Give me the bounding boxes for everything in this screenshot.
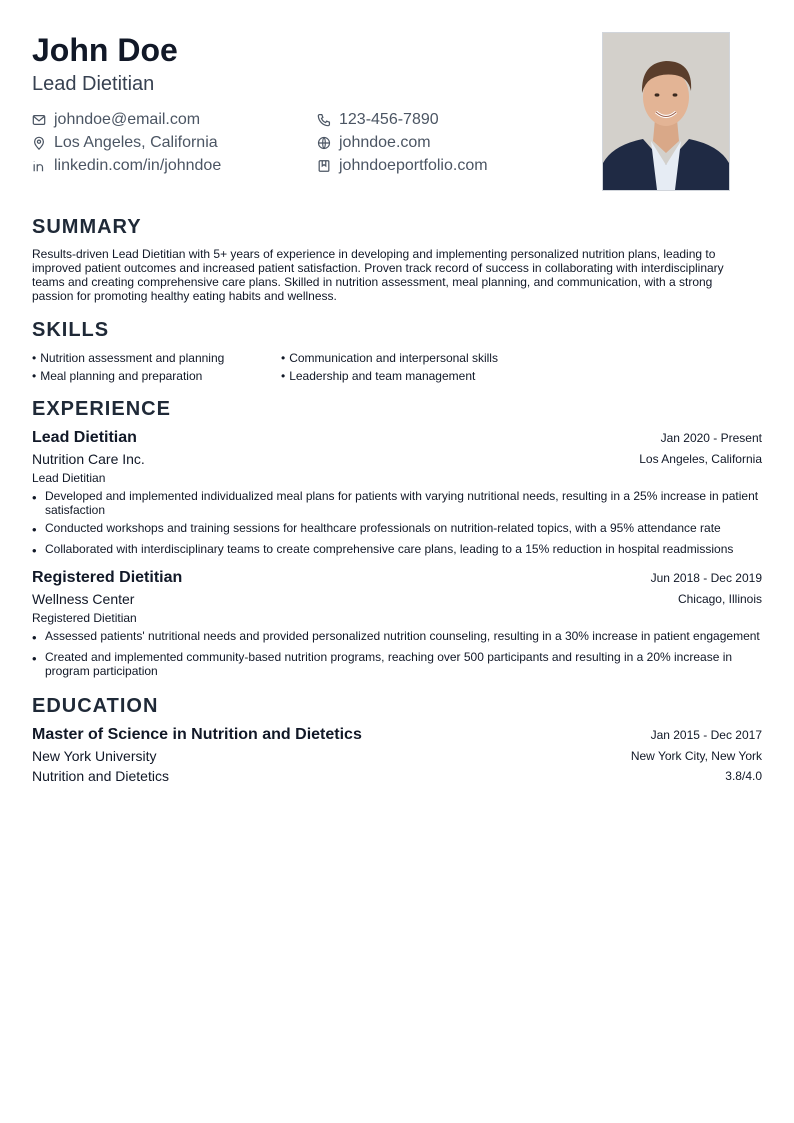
list-item bbox=[32, 650, 762, 678]
school-location: New York City, New York bbox=[630, 749, 762, 763]
skill-item bbox=[32, 367, 281, 385]
degree-title: Master of Science in Nutrition and Dietetics bbox=[32, 726, 362, 743]
job-title: Registered Dietitian bbox=[32, 569, 183, 586]
skill-item bbox=[281, 349, 532, 367]
map-pin-icon bbox=[32, 136, 46, 150]
contact-website[interactable] bbox=[317, 131, 572, 154]
skills-list bbox=[32, 349, 532, 385]
bullet-dot: • bbox=[32, 651, 37, 666]
education-heading: EDUCATION bbox=[32, 695, 159, 717]
job-role: Lead Dietitian bbox=[32, 471, 106, 485]
education-dates: Jan 2015 - Dec 2017 bbox=[650, 728, 762, 742]
summary-heading: SUMMARY bbox=[32, 216, 142, 238]
contact-list bbox=[32, 108, 572, 177]
candidate-name: John Doe bbox=[32, 32, 178, 68]
job-bullets bbox=[32, 489, 762, 563]
job-dates: Jan 2020 - Present bbox=[660, 431, 762, 445]
profile-photo bbox=[602, 32, 730, 191]
mail-icon bbox=[32, 113, 46, 127]
skill-label: Meal planning and preparation bbox=[40, 369, 203, 383]
list-item bbox=[32, 629, 762, 646]
field-of-study: Nutrition and Dietetics bbox=[32, 768, 169, 784]
globe-icon bbox=[317, 136, 331, 150]
bullet-dot: • bbox=[32, 490, 37, 505]
bullet-dot: • bbox=[32, 351, 37, 365]
bullet-text: Created and implemented community-based nutrition programs, reaching over 500 participants and resulting in a 20% increase in program participation bbox=[45, 650, 733, 678]
contact-linkedin[interactable] bbox=[32, 154, 317, 177]
list-item bbox=[32, 542, 762, 559]
school-name: New York University bbox=[32, 748, 157, 764]
phone-text[interactable]: 123-456-7890 bbox=[339, 110, 439, 128]
bullet-dot: • bbox=[32, 522, 37, 537]
bullet-text: Conducted workshops and training sessions for healthcare professionals on nutrition-related topics, with a 95% attendance rate bbox=[45, 521, 721, 535]
skill-label: Communication and interpersonal skills bbox=[289, 351, 498, 365]
website-link[interactable]: johndoe.com bbox=[339, 133, 431, 151]
experience-heading: EXPERIENCE bbox=[32, 398, 171, 420]
contact-location bbox=[32, 131, 317, 154]
skill-label: Nutrition assessment and planning bbox=[40, 351, 225, 365]
bullet-text: Collaborated with interdisciplinary teams to create comprehensive care plans, leading to a 15% reduction in hospital readmissions bbox=[45, 542, 734, 556]
candidate-headline: Lead Dietitian bbox=[32, 73, 155, 95]
list-item bbox=[32, 521, 762, 538]
bullet-dot: • bbox=[281, 351, 286, 365]
job-bullets bbox=[32, 629, 762, 682]
summary-text: Results-driven Lead Dietitian with 5+ years of experience in developing and implementing personalized nutrition plans, leading to improved patient outcomes and increased patient satisfaction. Proven track record of success in collaborating with interdisciplinary teams and creating comprehensive care plans. Skilled in nutrition assessment, meal planning, and communication, with a strong passion for promoting healthy eating habits and wellness. bbox=[32, 247, 724, 303]
bookmark-icon bbox=[317, 159, 331, 173]
job-company: Wellness Center bbox=[32, 591, 135, 607]
location-text: Los Angeles, California bbox=[54, 133, 218, 151]
contact-portfolio[interactable] bbox=[317, 154, 572, 177]
job-company: Nutrition Care Inc. bbox=[32, 451, 145, 467]
skills-heading: SKILLS bbox=[32, 319, 110, 341]
job-dates: Jun 2018 - Dec 2019 bbox=[650, 571, 762, 585]
phone-icon bbox=[317, 113, 331, 127]
contact-email[interactable] bbox=[32, 108, 317, 131]
job-title: Lead Dietitian bbox=[32, 429, 137, 446]
linkedin-icon bbox=[32, 159, 46, 173]
skill-item bbox=[281, 367, 532, 385]
email-text[interactable]: johndoe@email.com bbox=[54, 110, 201, 128]
skill-label: Leadership and team management bbox=[289, 369, 476, 383]
linkedin-link[interactable]: linkedin.com/in/johndoe bbox=[54, 156, 222, 174]
contact-phone[interactable] bbox=[317, 108, 572, 131]
job-location: Los Angeles, California bbox=[639, 452, 762, 466]
gpa: 3.8/4.0 bbox=[725, 769, 762, 783]
job-role: Registered Dietitian bbox=[32, 611, 137, 625]
bullet-dot: • bbox=[281, 369, 286, 383]
skill-item bbox=[32, 349, 281, 367]
job-location: Chicago, Illinois bbox=[677, 592, 762, 606]
bullet-dot: • bbox=[32, 543, 37, 558]
list-item bbox=[32, 489, 762, 517]
bullet-dot: • bbox=[32, 630, 37, 645]
bullet-text: Developed and implemented individualized meal plans for patients with varying nutritional needs, resulting in a 25% increase in patient satisfaction bbox=[45, 489, 759, 517]
bullet-dot: • bbox=[32, 369, 37, 383]
bullet-text: Assessed patients' nutritional needs and provided personalized nutrition counseling, resulting in a 30% increase in patient engagement bbox=[45, 629, 760, 643]
portfolio-link[interactable]: johndoeportfolio.com bbox=[339, 156, 488, 174]
